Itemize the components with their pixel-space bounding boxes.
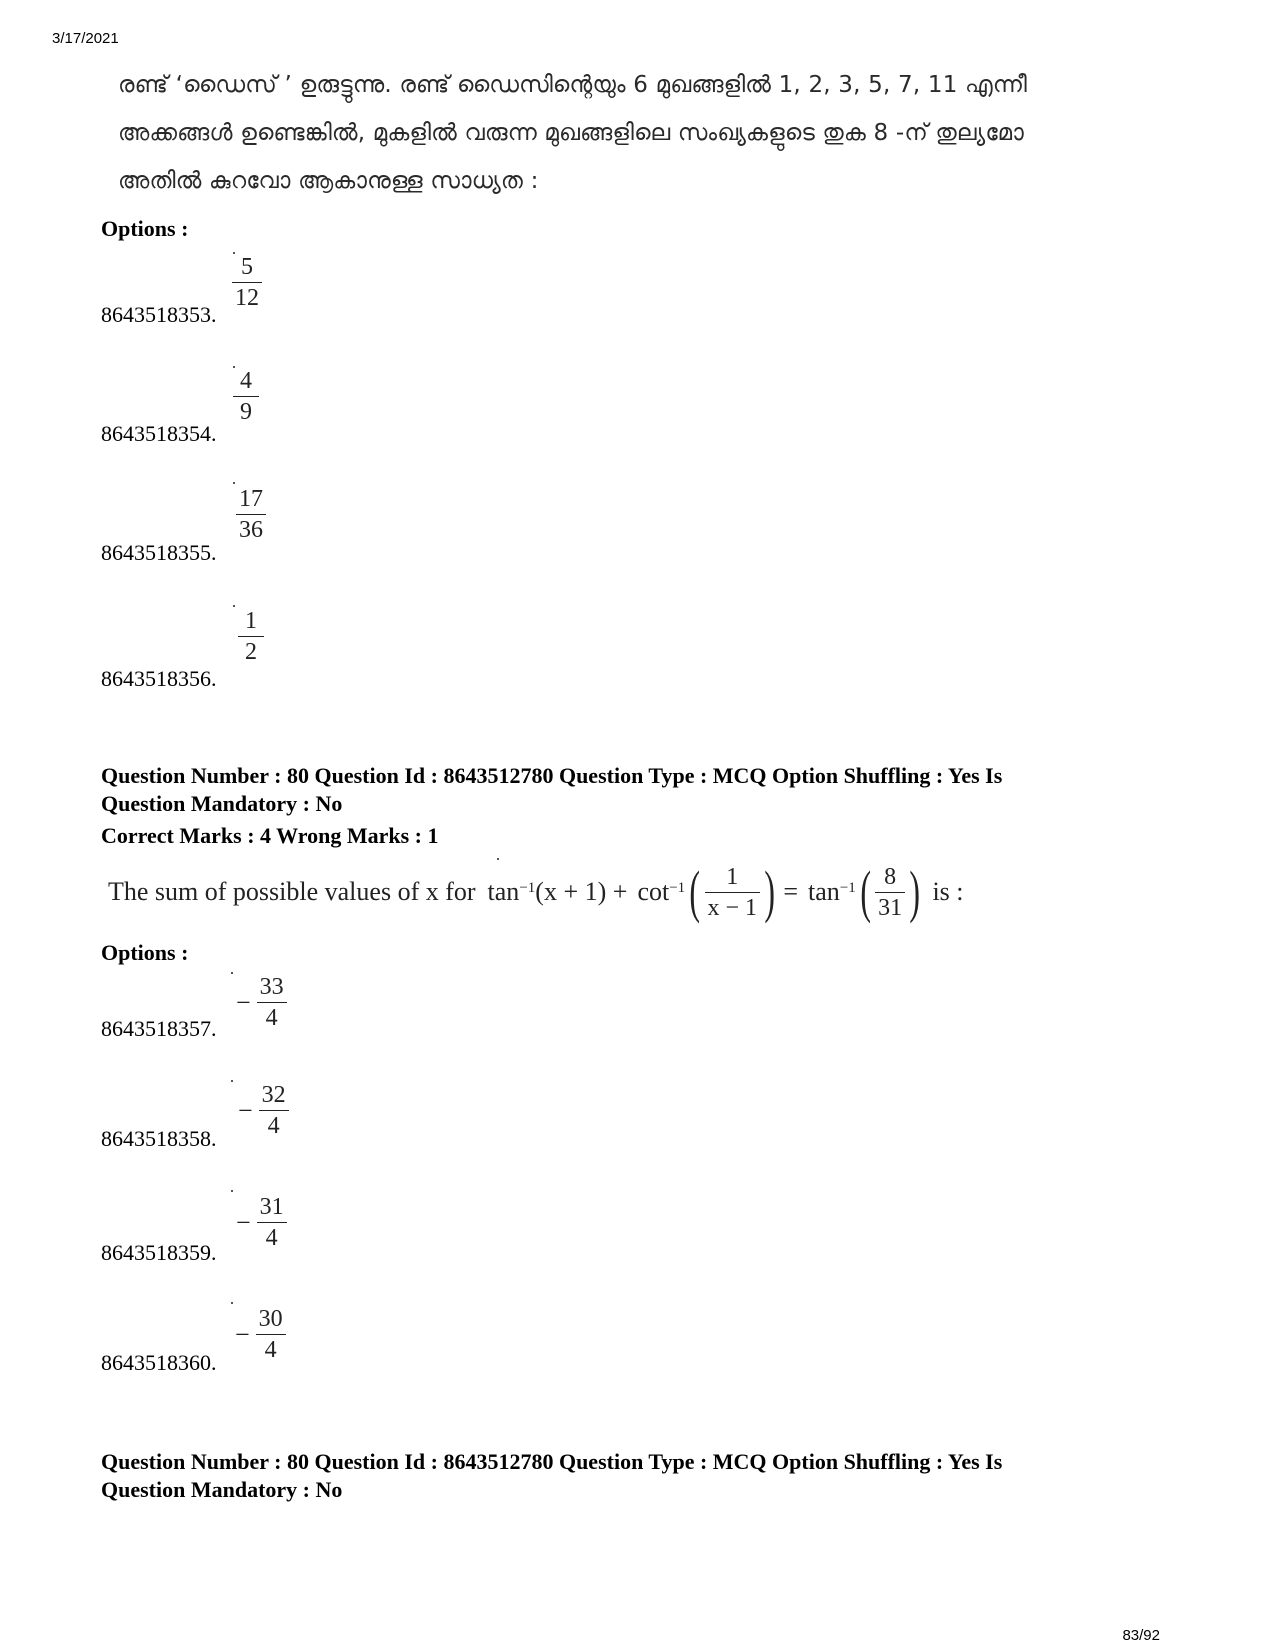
print-date: 3/17/2021 <box>52 30 119 47</box>
minus-sign: − <box>236 1207 251 1237</box>
fraction-denominator: 9 <box>240 399 252 425</box>
inverse-exponent: −1 <box>519 879 536 896</box>
inverse-exponent: −1 <box>839 879 856 896</box>
question-marks: Correct Marks : 4 Wrong Marks : 1 <box>101 823 439 848</box>
option-fraction <box>238 606 264 667</box>
fraction-numerator: 33 <box>259 974 284 1000</box>
option-fraction <box>236 1192 287 1253</box>
tan-label: tan <box>487 877 520 906</box>
equation-fraction-2 <box>875 862 905 923</box>
option-id: 8643518359. <box>101 1240 217 1265</box>
option-fraction <box>235 1304 286 1365</box>
image-marker <box>231 1190 233 1192</box>
image-marker <box>233 605 235 607</box>
fraction-denominator: x − 1 <box>707 894 758 921</box>
question-header-line-2: Question Mandatory : No <box>101 1477 343 1502</box>
fraction-denominator: 4 <box>265 1005 278 1031</box>
fraction-numerator: 4 <box>240 368 252 394</box>
inverse-exponent: −1 <box>669 879 686 896</box>
question-tail-text: is : <box>932 877 964 906</box>
tan-label: tan <box>808 877 840 906</box>
left-paren: ( <box>689 859 701 924</box>
page-number: 83/92 <box>1122 1627 1160 1644</box>
question-lead-text: The sum of possible values of x for <box>108 877 476 906</box>
fraction-denominator: 4 <box>265 1225 278 1251</box>
image-marker <box>233 482 235 484</box>
fraction-numerator: 17 <box>239 486 263 512</box>
fraction-denominator: 12 <box>235 285 259 311</box>
option-fraction <box>232 252 262 313</box>
question-text-line-1: രണ്ട് ‘ഡൈസ് ’ ഉരുട്ടുന്നു. രണ്ട് ഡൈസിന്റെയും 6 മുഖങ്ങളിൽ 1, 2, 3, 5, 7, 11 എന്നീ <box>118 72 1028 98</box>
option-id: 8643518356. <box>101 666 217 691</box>
equals-sign: = <box>783 877 799 906</box>
image-marker <box>231 972 233 974</box>
tan-argument: (x + 1) + <box>535 877 628 906</box>
option-id: 8643518358. <box>101 1126 217 1151</box>
option-fraction <box>236 484 266 545</box>
question-header-line-1: Question Number : 80 Question Id : 8643512780 Question Type : MCQ Option Shuffling : Yes Is <box>101 1449 1003 1474</box>
fraction-numerator: 31 <box>259 1194 284 1220</box>
fraction-numerator: 1 <box>726 863 739 890</box>
fraction-numerator: 30 <box>258 1306 283 1332</box>
options-label: Options : <box>101 940 189 965</box>
image-marker <box>231 1302 233 1304</box>
fraction-numerator: 32 <box>261 1082 286 1108</box>
fraction <box>256 1304 286 1365</box>
fraction <box>257 1192 287 1253</box>
left-paren: ( <box>860 859 871 924</box>
minus-sign: − <box>238 1095 253 1125</box>
option-id: 8643518355. <box>101 540 217 565</box>
fraction-denominator: 4 <box>267 1113 280 1139</box>
right-paren: ) <box>909 859 921 924</box>
cot-label: cot <box>637 877 670 906</box>
option-fraction <box>236 972 287 1033</box>
fraction-denominator: 4 <box>264 1337 277 1363</box>
question-text-line-2: അക്കങ്ങൾ ഉണ്ടെങ്കിൽ, മുകളിൽ വരുന്ന മുഖങ്ങളിലെ സംഖ്യകളുടെ തുക 8 -ന് തുല്യമോ <box>118 120 1024 146</box>
options-label: Options : <box>101 216 189 241</box>
option-id: 8643518360. <box>101 1350 217 1375</box>
question-text-line-3: അതിൽ കുറവോ ആകാനുള്ള സാധ്യത : <box>118 168 539 194</box>
equation-fraction-1 <box>705 862 761 923</box>
fraction-numerator: 5 <box>241 254 253 280</box>
fraction <box>259 1080 289 1141</box>
fraction <box>257 972 287 1033</box>
question-equation <box>108 852 964 932</box>
image-marker <box>231 1080 233 1082</box>
question-header-line-2: Question Mandatory : No <box>101 791 343 816</box>
question-header-line-1: Question Number : 80 Question Id : 8643512780 Question Type : MCQ Option Shuffling : Yes Is <box>101 763 1003 788</box>
minus-sign: − <box>236 987 251 1017</box>
option-fraction <box>238 1080 289 1141</box>
fraction-denominator: 2 <box>245 639 257 665</box>
fraction-numerator: 8 <box>884 863 897 890</box>
option-id: 8643518353. <box>101 302 217 327</box>
option-fraction <box>233 366 259 427</box>
fraction-denominator: 31 <box>878 894 903 921</box>
fraction-denominator: 36 <box>239 517 263 543</box>
right-paren: ) <box>764 859 776 924</box>
option-id: 8643518357. <box>101 1016 217 1041</box>
minus-sign: − <box>235 1319 250 1349</box>
option-id: 8643518354. <box>101 421 217 446</box>
fraction-numerator: 1 <box>245 608 257 634</box>
